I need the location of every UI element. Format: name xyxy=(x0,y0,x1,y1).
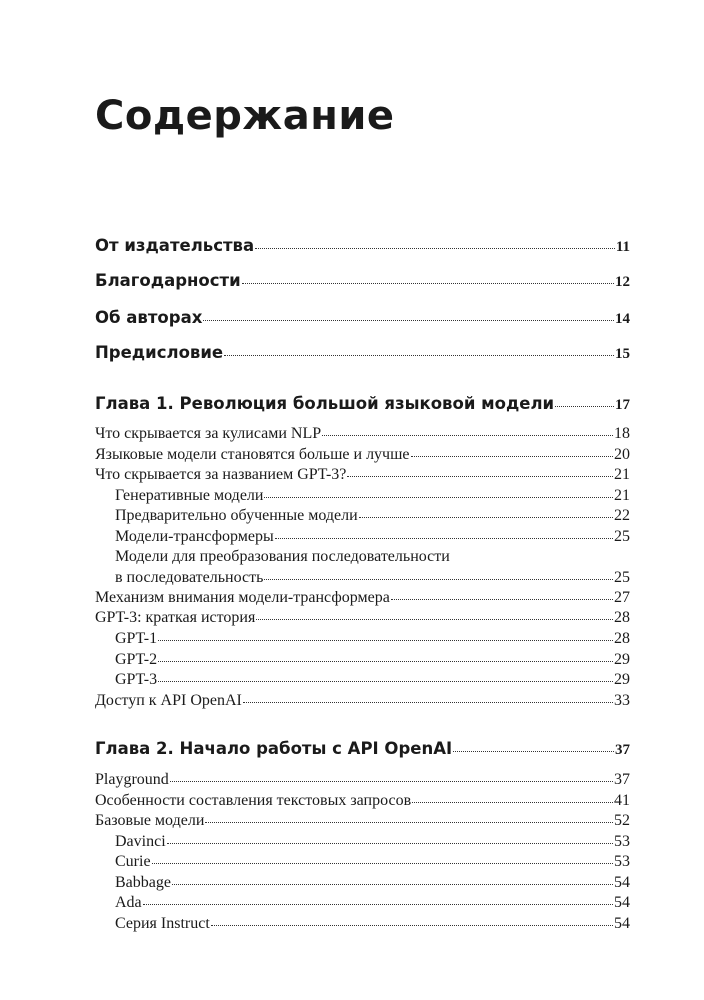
toc-entry-page: 12 xyxy=(615,274,630,290)
dot-leader xyxy=(243,702,613,703)
toc-subentry[interactable] xyxy=(115,630,630,648)
toc-entry-label: GPT-1 xyxy=(115,630,158,647)
toc-entry-page: 52 xyxy=(614,812,630,829)
dot-leader xyxy=(359,517,613,518)
toc-subentry[interactable] xyxy=(115,915,630,933)
toc-entry-label: Babbage xyxy=(115,874,171,891)
toc-entry-page: 14 xyxy=(615,311,630,327)
dot-leader xyxy=(205,822,613,823)
toc-entry-acknowledgements[interactable] xyxy=(95,271,630,291)
toc-entry-authors[interactable] xyxy=(95,308,630,328)
toc-chapter-label: Глава 1. Революция большой языковой модели xyxy=(95,394,555,413)
toc-entry-preface[interactable] xyxy=(95,343,630,363)
toc-entry[interactable] xyxy=(95,446,630,464)
toc-entry-page: 29 xyxy=(614,651,630,668)
toc-entry-page: 54 xyxy=(614,915,630,932)
dot-leader xyxy=(264,497,613,498)
toc-entry-page: 27 xyxy=(614,589,630,606)
toc-entry-label: Механизм внимания модели-трансформера xyxy=(95,589,390,606)
toc-entry-label: Благодарности xyxy=(95,271,241,290)
dot-leader xyxy=(170,781,613,782)
toc-entry-page: 54 xyxy=(614,874,630,891)
toc-entry-label: Доступ к API OpenAI xyxy=(95,692,242,709)
toc-entry[interactable] xyxy=(95,692,630,710)
toc-entry-label: GPT-3 xyxy=(115,671,158,688)
dot-leader xyxy=(322,435,613,436)
toc-entry[interactable] xyxy=(95,609,630,627)
toc-entry-label: GPT-2 xyxy=(115,651,158,668)
toc-subentry[interactable] xyxy=(115,651,630,669)
dot-leader xyxy=(158,681,613,682)
toc-entry-page: 53 xyxy=(614,853,630,870)
dot-leader xyxy=(167,843,613,844)
toc-entry-page: 28 xyxy=(614,630,630,647)
page-title: Содержание xyxy=(95,93,395,139)
toc-entry-publisher[interactable] xyxy=(95,236,630,256)
toc-entry-label: в последовательность xyxy=(115,569,264,586)
toc-entry-page: 21 xyxy=(614,466,630,483)
toc-entry-label: Модели-трансформеры xyxy=(115,528,274,545)
toc-subentry[interactable] xyxy=(115,487,630,505)
toc-subentry[interactable] xyxy=(115,894,630,912)
dot-leader xyxy=(347,476,613,477)
toc-subentry[interactable] xyxy=(115,507,630,525)
toc-entry-label: Ada xyxy=(115,894,142,911)
dot-leader xyxy=(158,640,613,641)
toc-entry-page: 25 xyxy=(614,528,630,545)
toc-entry[interactable] xyxy=(95,792,630,810)
dot-leader xyxy=(172,884,613,885)
toc-entry-page: 33 xyxy=(614,692,630,709)
dot-leader xyxy=(143,904,613,905)
toc-entry-page: 25 xyxy=(614,569,630,586)
toc-entry-label: Что скрывается за названием GPT-3? xyxy=(95,466,347,483)
dot-leader xyxy=(211,925,613,926)
dot-leader xyxy=(158,661,613,662)
dot-leader xyxy=(264,579,613,580)
dot-leader xyxy=(412,802,613,803)
toc-entry-page: 41 xyxy=(614,792,630,809)
toc-entry-label: Playground xyxy=(95,771,169,788)
toc-entry[interactable] xyxy=(95,771,630,789)
dot-leader xyxy=(242,283,614,284)
toc-entry-label: GPT-3: краткая история xyxy=(95,609,256,626)
toc-entry-page: 29 xyxy=(614,671,630,688)
toc-entry-page: 37 xyxy=(614,771,630,788)
toc-entry-page: 20 xyxy=(614,446,630,463)
toc-entry-label: Curie xyxy=(115,853,151,870)
toc-entry-label: Языковые модели становятся больше и лучше xyxy=(95,446,410,463)
toc-entry-label: Серия Instruct xyxy=(115,915,210,932)
toc-subentry[interactable] xyxy=(115,528,630,546)
toc-entry-label: Davinci xyxy=(115,833,166,850)
dot-leader xyxy=(256,619,613,620)
dot-leader xyxy=(224,355,614,356)
dot-leader xyxy=(453,751,614,752)
toc-entry-label: Генеративные модели xyxy=(115,487,264,504)
toc-entry-page: 18 xyxy=(614,425,630,442)
dot-leader xyxy=(391,599,613,600)
toc-entry-page: 22 xyxy=(614,507,630,524)
toc-chapter-1[interactable] xyxy=(95,394,630,414)
toc-subentry[interactable] xyxy=(115,569,630,587)
dot-leader xyxy=(555,406,614,407)
toc-entry-label: Что скрывается за кулисами NLP xyxy=(95,425,322,442)
toc-entry-label: Об авторах xyxy=(95,308,203,327)
dot-leader xyxy=(152,863,613,864)
toc-subentry[interactable] xyxy=(115,853,630,871)
toc-subentry[interactable] xyxy=(115,833,630,851)
toc-entry-page: 53 xyxy=(614,833,630,850)
toc-entry-label: От издательства xyxy=(95,236,255,255)
toc-entry-label: Базовые модели xyxy=(95,812,205,829)
toc-entry-page: 11 xyxy=(615,239,630,255)
dot-leader xyxy=(203,320,614,321)
toc-entry[interactable] xyxy=(95,466,630,484)
toc-subentry[interactable] xyxy=(115,671,630,689)
toc-entry[interactable] xyxy=(95,589,630,607)
toc-entry-page: 54 xyxy=(614,894,630,911)
toc-entry-page: 21 xyxy=(614,487,630,504)
toc-chapter-page: 37 xyxy=(615,742,630,758)
toc-entry-page: 15 xyxy=(615,346,630,362)
dot-leader xyxy=(275,538,613,539)
toc-entry-label: Предисловие xyxy=(95,343,224,362)
toc-subentry-line1[interactable]: Модели для преобразования последовательности xyxy=(115,548,450,565)
toc-entry-page: 28 xyxy=(614,609,630,626)
toc-entry[interactable] xyxy=(95,425,630,443)
toc-chapter-label: Глава 2. Начало работы с API OpenAI xyxy=(95,739,453,758)
toc-entry-label: Предварительно обученные модели xyxy=(115,507,358,524)
toc-entry[interactable] xyxy=(95,812,630,830)
toc-chapter-2[interactable] xyxy=(95,739,630,759)
toc-entry-label: Особенности составления текстовых запросов xyxy=(95,792,412,809)
dot-leader xyxy=(255,248,615,249)
toc-subentry[interactable] xyxy=(115,874,630,892)
toc-chapter-page: 17 xyxy=(615,397,630,413)
dot-leader xyxy=(411,456,613,457)
